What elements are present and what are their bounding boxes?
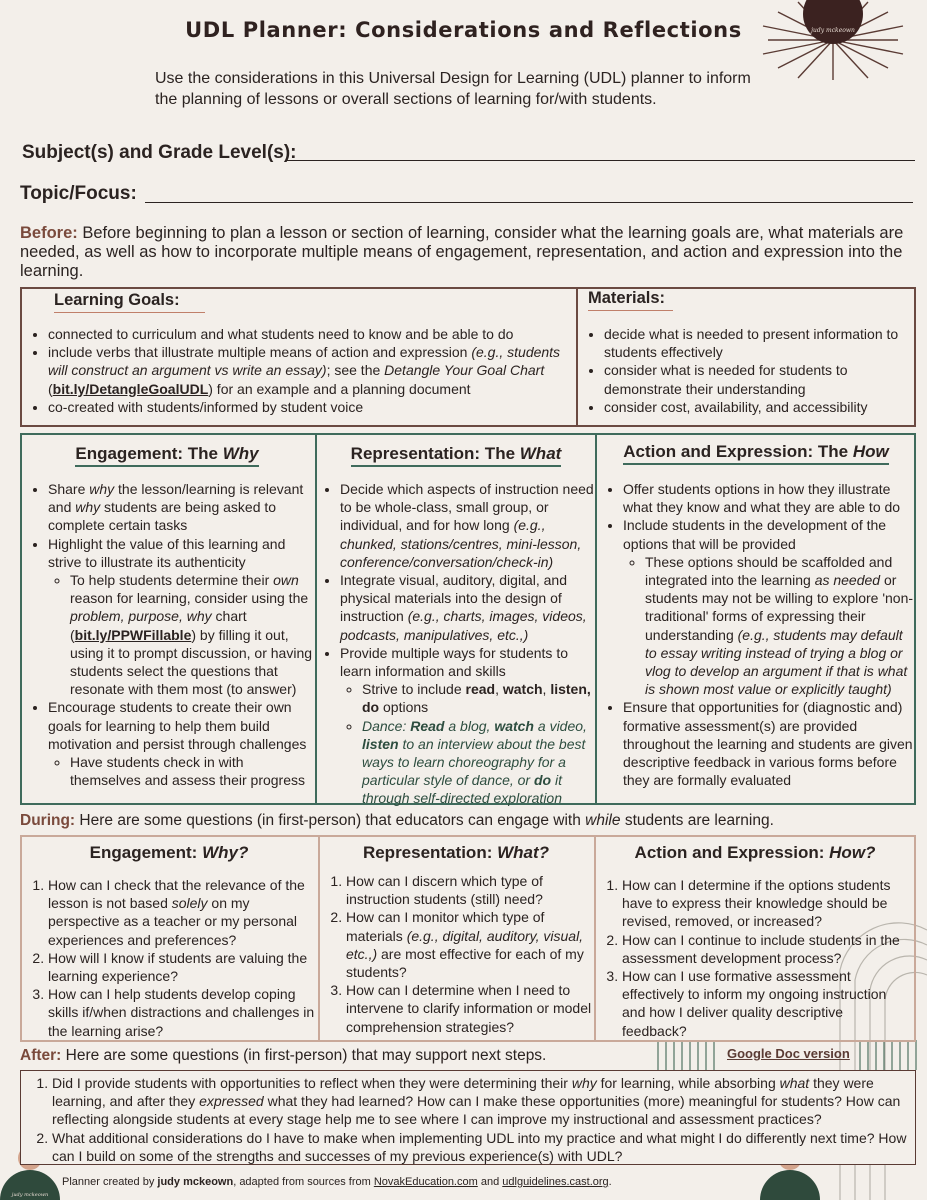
topic-label: Topic/Focus:	[20, 183, 137, 204]
list-item: ◦ To help students determine their own reason for learning, consider using the problem, purpose, why chart (bit.ly/PPWFillable) by filling it out, using it to prompt discussion, or having students select the questions that resonate with them most (to answer)	[70, 571, 314, 698]
during-representation-heading: Representation: What?	[362, 843, 550, 862]
after-section	[20, 1046, 720, 1065]
list-item: • consider cost, availability, and accessibility	[604, 398, 908, 416]
list-item: 2. How can I continue to include students in the assessment development process?	[622, 931, 910, 967]
list-item: 2. What additional considerations do I have to make when implementing UDL into my practice and what might I do differently next time? How can I build on some of the strengths and successes of my previous experience(s) with UDL?	[52, 1129, 912, 1165]
list-item: • Encourage students to create their own goals for learning to help them build motivation and persist through challenges ◦ Have students check in with themselves and assess their progress	[48, 698, 314, 789]
list-item: ◦ Dance: Read a blog, watch a video, listen to an interview about the best ways to learn choreography for a particular style of dance, or do it through self-directed exploration	[362, 717, 594, 808]
list-item: • decide what is needed to present information to students effectively	[604, 325, 908, 361]
ppw-link[interactable]: bit.ly/PPWFillable	[74, 626, 192, 643]
list-item: • Share why the lesson/learning is relevant and why students are being asked to complete certain tasks	[48, 480, 314, 535]
list-item: • Include students in the development of the options that will be provided ◦ These options should be scaffolded and integrated into the learning as needed or students may not be willing to explore 'non-traditional' forms of expressing their understanding (e.g., students may default to essay writing instead of trying a blog or vlog to develop an argument if that is what is shown most value or explicitly taught)	[623, 516, 915, 698]
materials-list	[578, 325, 908, 416]
during-label: During:	[20, 812, 76, 829]
action-list	[597, 480, 915, 789]
during-action-list	[590, 876, 910, 1040]
cast-link[interactable]: udlguidelines.cast.org	[502, 1176, 609, 1188]
during-engagement-list	[16, 876, 318, 1040]
list-item: 1. How can I discern which type of instruction students (still) need?	[346, 872, 594, 908]
subject-input[interactable]	[285, 160, 915, 161]
list-item: ◦ Strive to include read, watch, listen, do options	[362, 680, 594, 716]
footer-credit: Planner created by judy mckeown, adapted from sources from NovakEducation.com and udlguidelines.cast.org.	[62, 1176, 612, 1188]
learning-goals-heading: Learning Goals:	[54, 291, 205, 313]
google-doc-link[interactable]: Google Doc version	[727, 1046, 850, 1061]
engagement-list	[22, 480, 314, 789]
bottom-logo-text: judy mckeown	[11, 1192, 49, 1198]
list-item: ◦ Have students check in with themselves and assess their progress	[70, 753, 314, 789]
list-item: • Highlight the value of this learning and strive to illustrate its authenticity ◦ To help students determine their own reason for learning, consider using the problem, purpose, why chart (bit.ly/PPWFillable) by filling it out, using it to prompt discussion, or having students select the questions that resonate with them most (to answer)	[48, 535, 314, 699]
list-item: • include verbs that illustrate multiple means of action and expression (e.g., students will construct an argument vs write an essay); see the Detangle Your Goal Chart (bit.ly/DetangleGoalUDL) for an example and a planning document	[48, 343, 572, 398]
intro-text: Use the considerations in this Universal Design for Learning (UDL) planner to inform the planning of lessons or overall sections of learning for/with students.	[155, 70, 751, 108]
during-engagement-heading: Engagement: Why?	[89, 843, 249, 862]
list-item: • Ensure that opportunities for (diagnostic and) formative assessment(s) are provided throughout the learning and students are given descriptive feedback in various forms before they are formally evaluated	[623, 698, 915, 789]
list-item: 3. How can I use formative assessment effectively to inform my ongoing instruction and how I deliver quality descriptive feedback?	[622, 967, 910, 1040]
page-title: UDL Planner: Considerations and Reflections	[185, 18, 742, 42]
list-item: 2. How can I monitor which type of materials (e.g., digital, auditory, visual, etc.,) are most effective for each of my students?	[346, 908, 594, 981]
list-item: • connected to curriculum and what students need to know and be able to do	[48, 325, 572, 343]
topic-input[interactable]	[145, 202, 913, 203]
list-item: 1. Did I provide students with opportunities to reflect when they were determining their why for learning, while absorbing what they were learning, and after they expressed what they had learned? How can I make these opportunities (more) meaningful for students? How can reflecting alongside students at every stage help me to see where I can improve my instructional and assessment practices?	[52, 1074, 912, 1129]
novak-link[interactable]: NovakEducation.com	[373, 1176, 478, 1188]
learning-goals-list	[22, 325, 572, 416]
list-item: • Provide multiple ways for students to learn information and skills ◦ Strive to include read, watch, listen, do options ◦ Dance: Read a blog, watch a video, listen to an interview about the best ways to learn choreography for a particular style of dance, or do it through self-directed exploration	[340, 644, 594, 808]
list-item: • Integrate visual, auditory, digital, and physical materials into the design of instruction (e.g., charts, images, videos, podcasts, manipulatives, etc.,)	[340, 571, 594, 644]
after-label: After:	[20, 1047, 62, 1064]
subject-label: Subject(s) and Grade Level(s):	[22, 142, 297, 163]
list-item: 2. How will I know if students are valuing the learning experience?	[48, 949, 318, 985]
before-section	[20, 224, 910, 281]
list-item: • Offer students options in how they illustrate what they know and what they are able to do	[623, 480, 915, 516]
before-label: Before:	[20, 224, 78, 242]
after-list	[20, 1074, 912, 1165]
detangle-link[interactable]: bit.ly/DetangleGoalUDL	[52, 380, 209, 397]
materials-heading: Materials:	[588, 289, 673, 311]
during-action-heading: Action and Expression: How?	[634, 843, 876, 862]
during-representation-list	[314, 872, 594, 1036]
list-item: • consider what is needed for students to demonstrate their understanding	[604, 361, 908, 397]
logo-text: judy mckeown	[811, 27, 855, 34]
during-section: During: Here are some questions (in first-person) that educators can engage with while students are learning.	[20, 812, 774, 829]
list-item: 1. How can I check that the relevance of the lesson is not based solely on my perspective as a teacher or my personal experiences and preferences?	[48, 876, 318, 949]
action-heading: Action and Expression: The How	[598, 442, 914, 462]
engagement-heading: Engagement: The Why	[22, 444, 312, 464]
list-item: 1. How can I determine if the options students have to express their knowledge should be revised, removed, or increased?	[622, 876, 910, 931]
representation-heading: Representation: The What	[318, 444, 594, 464]
list-item: • Decide which aspects of instruction need to be whole-class, small group, or individual, and for how long (e.g., chunked, stations/centres, mini-lesson, conference/conversation/check-in)	[340, 480, 594, 571]
list-item: • co-created with students/informed by student voice	[48, 398, 572, 416]
list-item: 3. How can I help students develop coping skills if/when distractions and challenges in the learning arise?	[48, 985, 318, 1040]
list-item: 3. How can I determine when I need to intervene to clarify information or model comprehension strategies?	[346, 981, 594, 1036]
list-item: ◦ These options should be scaffolded and integrated into the learning as needed or students may not be willing to explore 'non-traditional' forms of expressing their understanding (e.g., students may default to essay writing instead of trying a blog or vlog to develop an argument if that is what is shown most value or explicitly taught)	[645, 553, 915, 699]
representation-list	[314, 480, 594, 808]
before-text: Before beginning to plan a lesson or section of learning, consider what the learning goals are, what materials are needed, as well as how to incorporate multiple means of engagement, representation, and action and expression into the learning.	[20, 224, 904, 280]
after-text: Here are some questions (in first-person) that may support next steps.	[65, 1047, 547, 1064]
